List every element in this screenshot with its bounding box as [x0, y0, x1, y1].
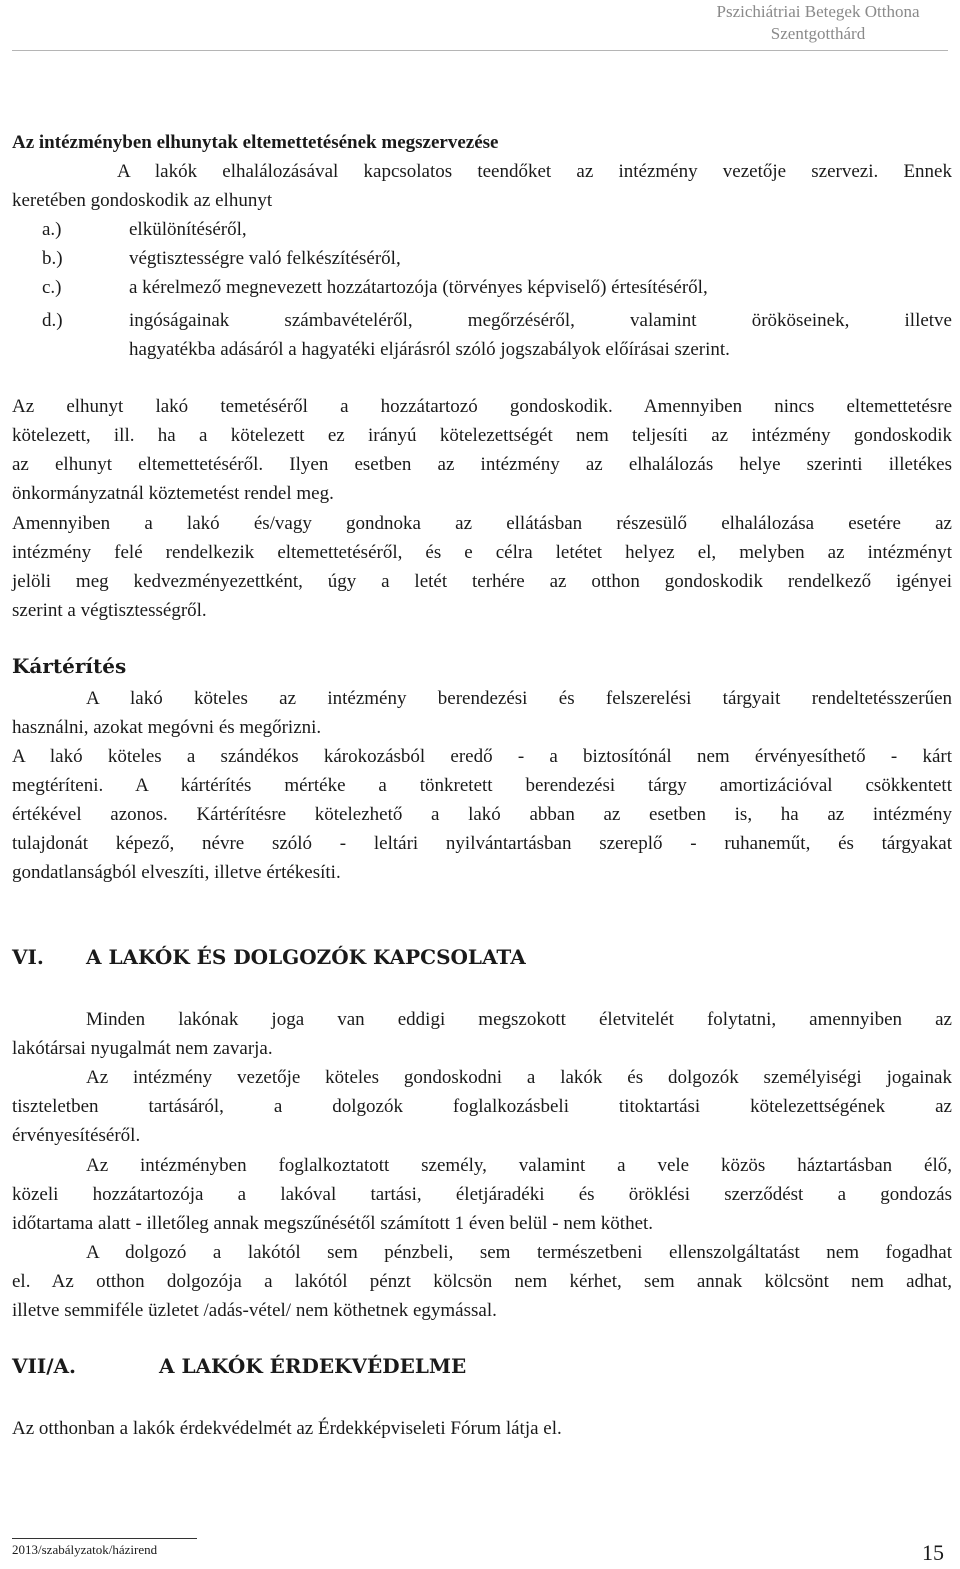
list-item-text: hagyatékba adásáról a hagyatéki eljárásról szóló jogszabályok előírásai szerint. [129, 339, 730, 360]
paragraph-line: önkormányzatnál köztemetést rendel meg. [12, 483, 334, 504]
paragraph-line: az elhunyt eltemettetéséről. Ilyen esetben az intézmény az elhalálozás helye szerinti illetékes [12, 454, 952, 475]
paragraph-line: Amennyiben a lakó és/vagy gondnoka az ellátásban részesülő elhalálozása esetére az [12, 513, 952, 534]
paragraph-line: A dolgozó a lakótól sem pénzbeli, sem természetbeni ellenszolgáltatást nem fogadhat [86, 1242, 952, 1263]
section-title-funeral: Az intézményben elhunytak eltemettetésének megszervezése [12, 132, 499, 153]
paragraph-line: illetve semmiféle üzletet /adás-vétel/ nem köthetnek egymással. [12, 1300, 497, 1321]
section-title-relations: A LAKÓK ÉS DOLGOZÓK KAPCSOLATA [86, 945, 526, 969]
list-item-label: c.) [42, 277, 62, 298]
header-institution: Pszichiátriai Betegek Otthona [716, 2, 920, 21]
header-divider [12, 50, 948, 51]
paragraph-line: el. Az otthon dolgozója a lakótól pénzt kölcsön nem kérhet, sem annak kölcsönt nem adhat, [12, 1271, 952, 1292]
paragraph-line: szerint a végtisztességről. [12, 600, 207, 621]
paragraph-line: közeli hozzátartozója a lakóval tartási, életjáradéki és öröklési szerződést a gondozás [12, 1184, 952, 1205]
paragraph-line: keretében gondoskodik az elhunyt [12, 190, 273, 211]
paragraph-line: intézmény felé rendelkezik eltemettetéséről, és e célra letétet helyez el, melyben az intézményt [12, 542, 952, 563]
paragraph-line: gondatlanságból elveszíti, illetve értékesíti. [12, 862, 341, 883]
list-item-label: a.) [42, 219, 62, 240]
paragraph-line: lakótársai nyugalmát nem zavarja. [12, 1038, 273, 1059]
paragraph-line: érvényesítéséről. [12, 1125, 141, 1146]
paragraph-line: jelöli meg kedvezményezettként, úgy a letét terhére az otthon gondoskodik rendelkező igényei [12, 571, 952, 592]
paragraph-line: A lakó köteles a szándékos károkozásból eredő - a biztosítónál nem érvényesíthető - kárt [12, 746, 952, 767]
paragraph-line: Az otthonban a lakók érdekvédelmét az Érdekképviseleti Fórum látja el. [12, 1418, 562, 1439]
paragraph-line: Minden lakónak joga van eddigi megszokott életvitelét folytatni, amennyiben az [86, 1009, 952, 1030]
section-title-compensation: Kártérítés [12, 654, 127, 678]
footer-file-path: 2013/szabályzatok/házirend [12, 1542, 158, 1557]
page-header [0, 0, 960, 46]
paragraph-line: Az intézményben foglalkoztatott személy, valamint a vele közös háztartásban élő, [86, 1155, 952, 1176]
header-city: Szentgotthárd [770, 24, 866, 43]
section-number: VII/A. [12, 1354, 77, 1378]
paragraph-line: Az intézmény vezetője köteles gondoskodni a lakók és dolgozók személyiségi jogainak [86, 1067, 952, 1088]
paragraph-line: megtéríteni. A kártérítés mértéke a tönkretett berendezési tárgy amortizációval csökkentett [12, 775, 952, 796]
paragraph-line: tulajdonát képező, névre szóló - leltári nyilvántartásban szereplő - ruhaneműt, és tárgyakat [12, 833, 952, 854]
page-number: 15 [922, 1540, 944, 1565]
list-item-label: b.) [42, 248, 63, 269]
paragraph-line: kötelezett, ill. ha a kötelezett ez irányú kötelezettségét nem teljesíti az intézmény gondoskodik [12, 425, 952, 446]
paragraph-line: használni, azokat megóvni és megőrizni. [12, 717, 322, 738]
paragraph-line: időtartama alatt - illetőleg annak megszűnésétől számított 1 éven belül - nem köthet. [12, 1213, 654, 1234]
list-item-text: ingóságainak számbavételéről, megőrzéséről, valamint örököseinek, illetve [129, 310, 952, 331]
list-item-text: a kérelmező megnevezett hozzátartozója (törvényes képviselő) értesítéséről, [129, 277, 708, 298]
section-title-advocacy: A LAKÓK ÉRDEKVÉDELME [159, 1354, 467, 1378]
section-number: VI. [12, 945, 44, 969]
list-item-text: végtisztességre való felkészítéséről, [129, 248, 401, 269]
paragraph-line: Az elhunyt lakó temetéséről a hozzátartozó gondoskodik. Amennyiben nincs eltemettetésre [12, 396, 952, 417]
list-item-label: d.) [42, 310, 63, 331]
footer-divider [12, 1538, 197, 1539]
paragraph-line: tiszteletben tartásáról, a dolgozók foglalkozásbeli titoktartási kötelezettségének az [12, 1096, 952, 1117]
list-item-text: elkülönítéséről, [129, 219, 247, 240]
paragraph-line: A lakók elhalálozásával kapcsolatos teendőket az intézmény vezetője szervezi. Ennek [117, 161, 952, 182]
paragraph-line: értékével azonos. Kártérítésre kötelezhető a lakó abban az esetben is, ha az intézmény [12, 804, 952, 825]
paragraph-line: A lakó köteles az intézmény berendezési és felszerelési tárgyait rendeltetésszerűen [86, 688, 952, 709]
